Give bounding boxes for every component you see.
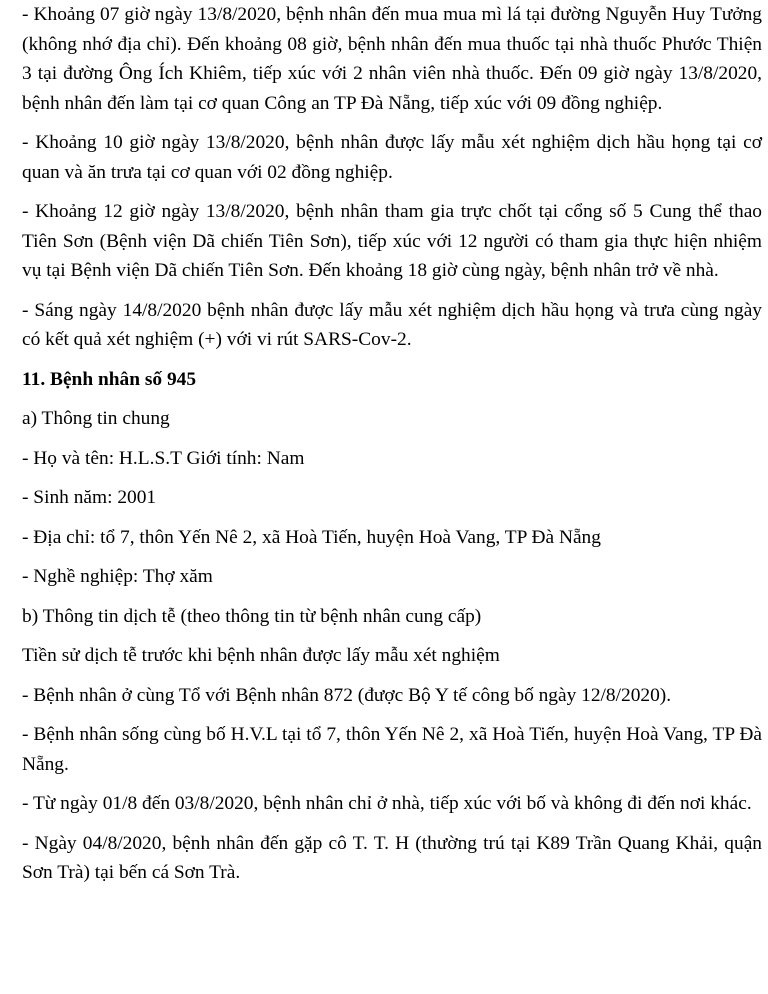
general-info-title: a) Thông tin chung xyxy=(22,408,170,429)
paragraph-visit-2: - Khoảng 10 giờ ngày 13/8/2020, bệnh nhân được lấy mẫu xét nghiệm dịch hầu họng tại cơ quan và ăn trưa tại cơ quan với 02 đồng nghiệp. xyxy=(22,132,762,183)
section-heading: 11. Bệnh nhân số 945 xyxy=(22,368,197,390)
document-page xyxy=(22,0,762,898)
name-gender-line: - Họ và tên: H.L.S.T Giới tính: Nam xyxy=(22,447,305,469)
history-line: Tiền sử dịch tễ trước khi bệnh nhân được lấy mẫu xét nghiệm xyxy=(22,645,500,666)
paragraph-visit-1: - Khoảng 07 giờ ngày 13/8/2020, bệnh nhân đến mua mua mì lá tại đường Nguyễn Huy Tưởng (không nhớ địa chỉ). Đến khoảng 08 giờ, bệnh nhân đến mua thuốc tại nhà thuốc Phước Thiện 3 tại đường Ông Ích Khiêm, tiếp xúc với 2 nhân viên nhà thuốc. Đến 09 giờ ngày 13/8/2020, bệnh nhân đến làm tại cơ quan Công an TP Đà Nẵng, tiếp xúc với 09 đồng nghiệp. xyxy=(22,4,762,114)
paragraph-visit-4: - Sáng ngày 14/8/2020 bệnh nhân được lấy mẫu xét nghiệm dịch hầu họng và trưa cùng ngày có kết quả xét nghiệm (+) với vi rút SARS-Cov-2. xyxy=(22,299,762,350)
epi-item-3: - Từ ngày 01/8 đến 03/8/2020, bệnh nhân chỉ ở nhà, tiếp xúc với bố và không đi đến nơi khác. xyxy=(22,793,752,814)
epidemiology-title: b) Thông tin dịch tễ (theo thông tin từ bệnh nhân cung cấp) xyxy=(22,605,482,627)
birth-year-line: - Sinh năm: 2001 xyxy=(22,487,157,508)
address-line: - Địa chỉ: tổ 7, thôn Yến Nê 2, xã Hoà Tiến, huyện Hoà Vang, TP Đà Nẵng xyxy=(22,526,601,548)
paragraph-visit-3: - Khoảng 12 giờ ngày 13/8/2020, bệnh nhân tham gia trực chốt tại cổng số 5 Cung thể thao Tiên Sơn (Bệnh viện Dã chiến Tiên Sơn), tiếp xúc với 12 người có tham gia thực hiện nhiệm vụ tại Bệnh viện Dã chiến Tiên Sơn. Đến khoảng 18 giờ cùng ngày, bệnh nhân trở về nhà. xyxy=(22,201,762,281)
occupation-line: - Nghề nghiệp: Thợ xăm xyxy=(22,566,213,587)
epi-item-1: - Bệnh nhân ở cùng Tổ với Bệnh nhân 872 (được Bộ Y tế công bố ngày 12/8/2020). xyxy=(22,684,672,706)
epi-item-4: - Ngày 04/8/2020, bệnh nhân đến gặp cô T. T. H (thường trú tại K89 Trần Quang Khải, quận Sơn Trà) tại bến cá Sơn Trà. xyxy=(22,832,762,883)
epi-item-2: - Bệnh nhân sống cùng bố H.V.L tại tổ 7, thôn Yến Nê 2, xã Hoà Tiến, huyện Hoà Vang, TP Đà Nẵng. xyxy=(22,724,762,775)
